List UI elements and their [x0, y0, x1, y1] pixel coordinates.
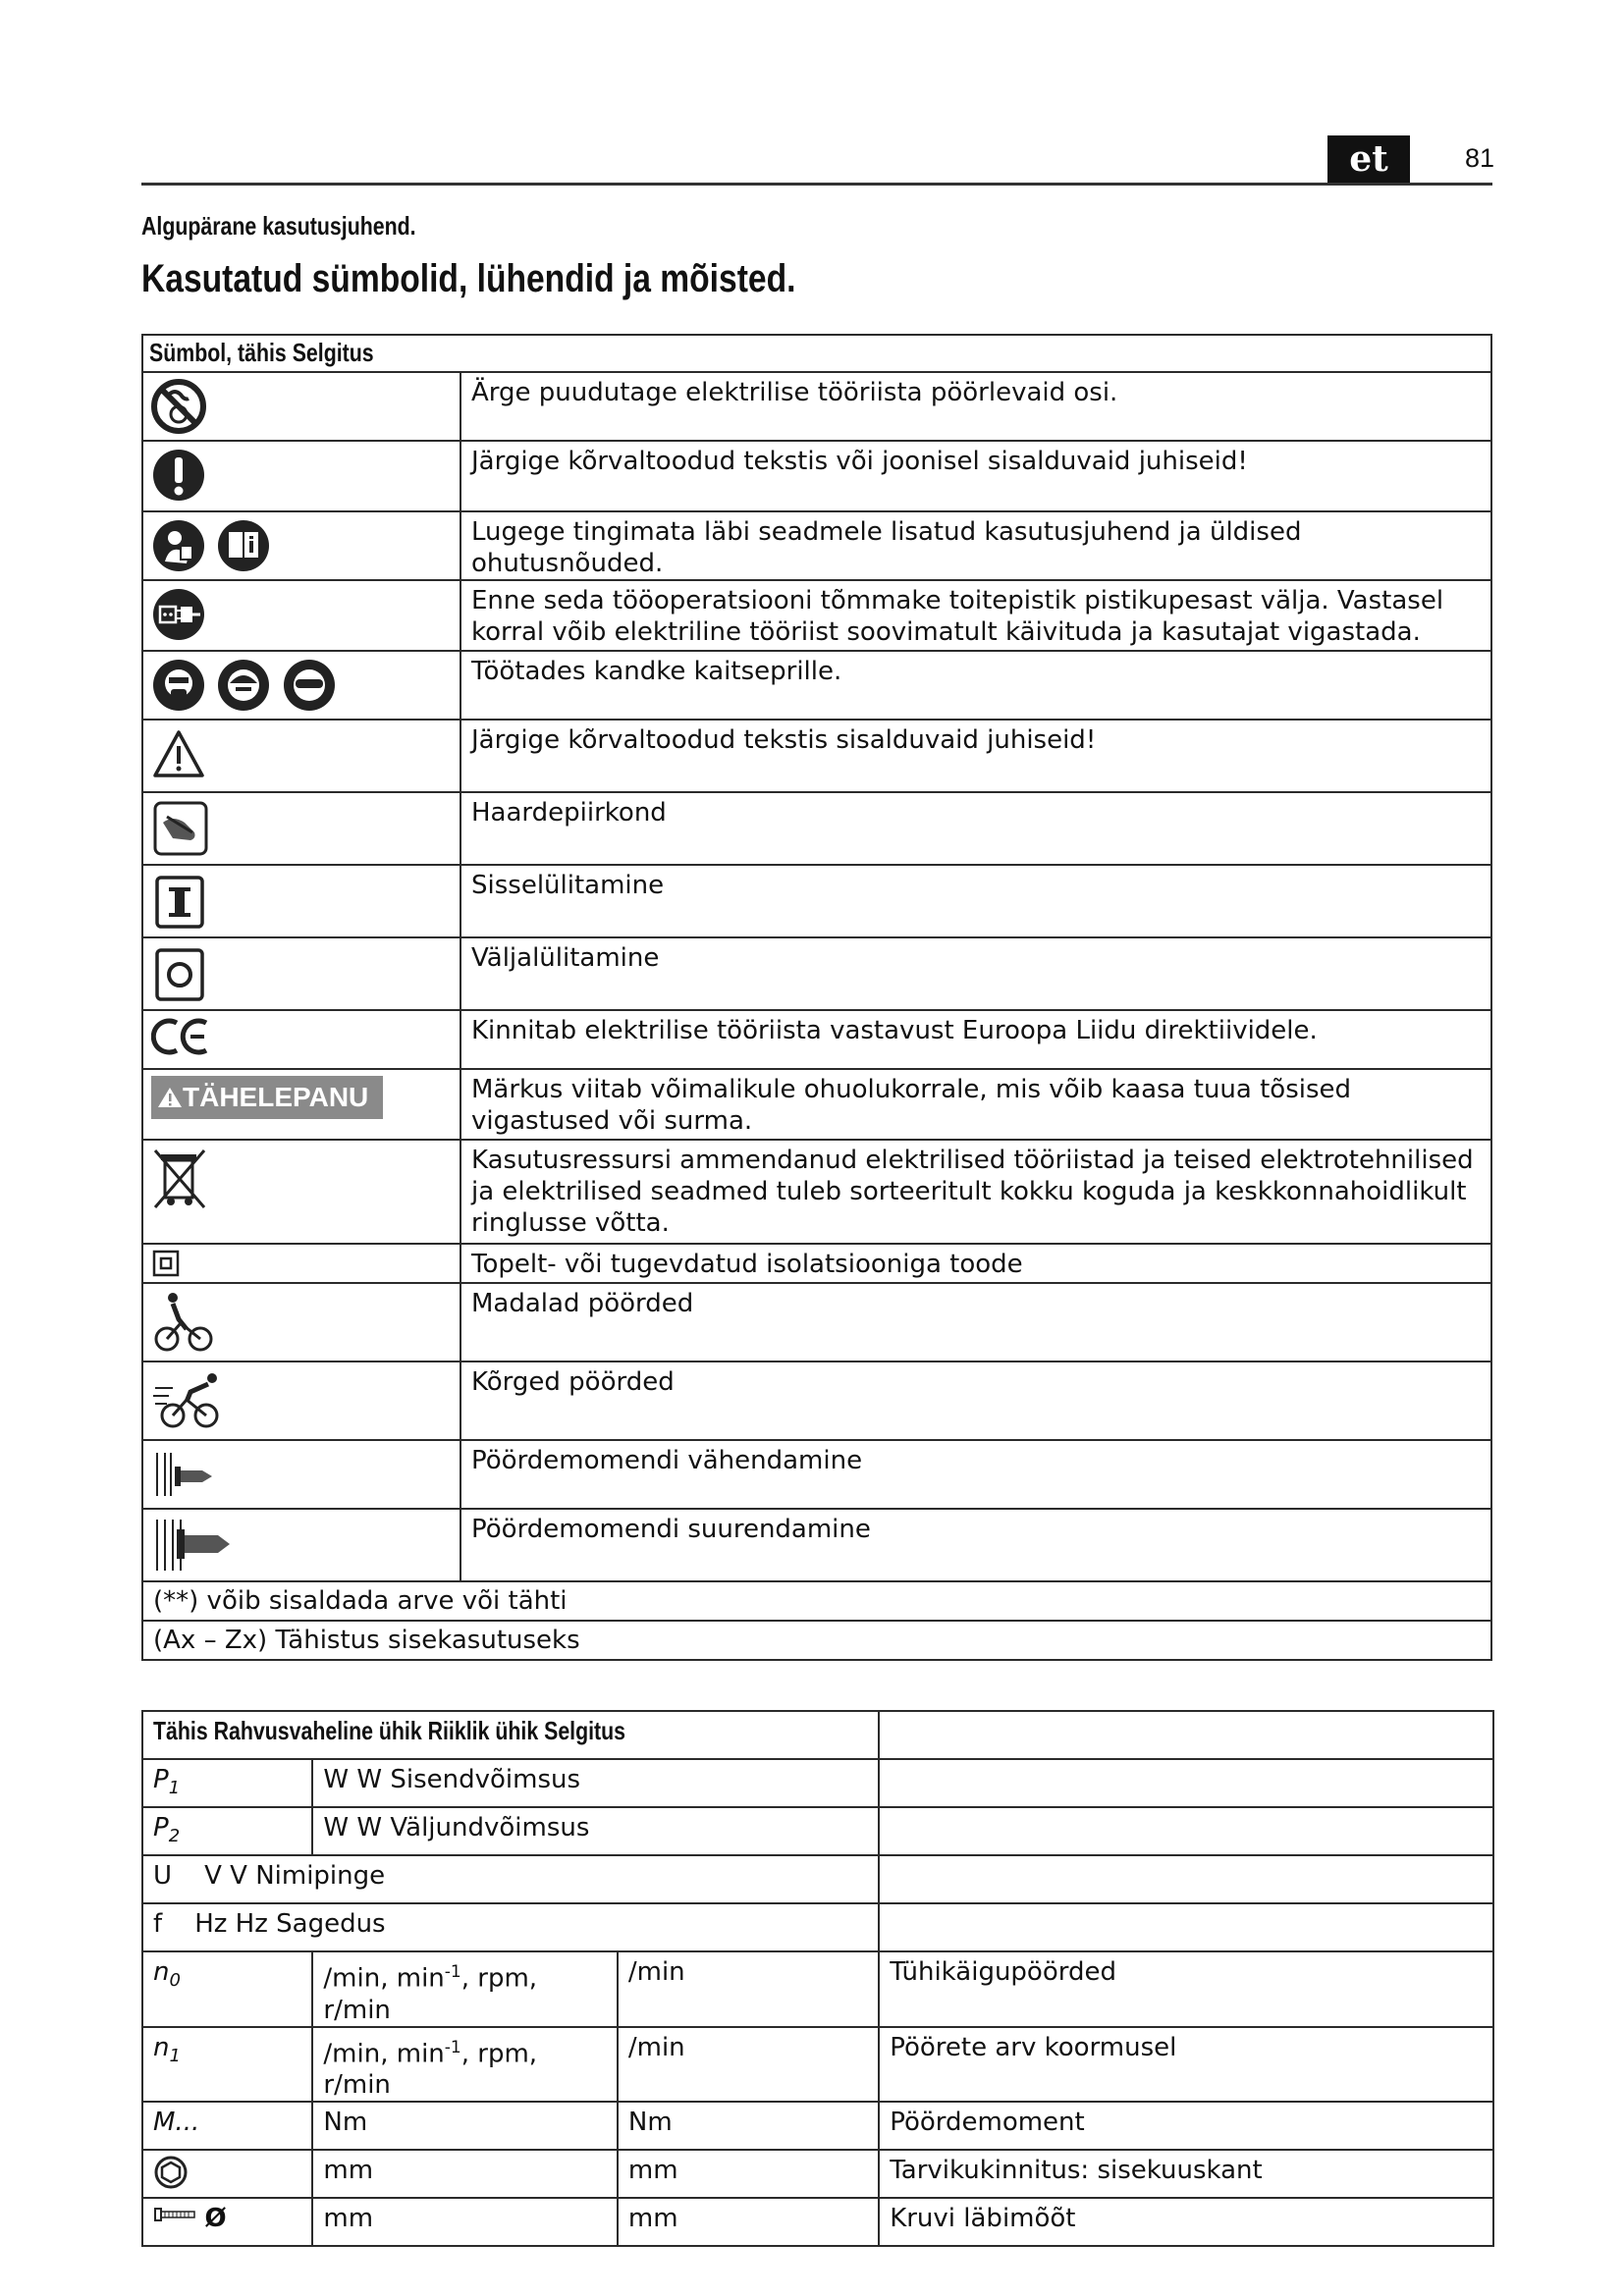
- symbol-cell: [142, 1283, 460, 1362]
- unit-international: /min, $\min^{-1}$, rpm, r/min: [312, 2027, 617, 2103]
- exclamation-mandatory-icon: [151, 448, 206, 503]
- unit-description: W W Väljundvõimsus: [312, 1807, 879, 1855]
- symbol-description: Pöördemomendi suurendamine: [460, 1509, 1491, 1581]
- unit-symbol: [142, 2198, 312, 2246]
- symbol-cell: [142, 1010, 460, 1069]
- unit-symbol: $P_1$: [142, 1759, 312, 1807]
- unit-international: Nm: [312, 2102, 617, 2150]
- unit-national: /min: [618, 2027, 879, 2103]
- unit-description: W W Sisendvõimsus: [312, 1759, 879, 1807]
- ce-mark-icon: [151, 1017, 212, 1056]
- warning-triangle-icon: [157, 1086, 183, 1109]
- tahelepanu-badge-text: TÄHELEPANU: [183, 1082, 369, 1112]
- unit-national: mm: [618, 2198, 879, 2246]
- torque-increase-icon: [151, 1516, 236, 1575]
- unit-international: mm: [312, 2150, 617, 2198]
- unit-symbol: $n_1$: [142, 2027, 312, 2103]
- symbol-cell: [142, 1244, 460, 1283]
- hex-socket-icon: [153, 2155, 189, 2190]
- symbol-description: Haardepiirkond: [460, 792, 1491, 865]
- unit-national: mm: [618, 2150, 879, 2198]
- torque-decrease-icon: [151, 1447, 226, 1502]
- symbol-description: Madalad pöörded: [460, 1283, 1491, 1362]
- switch-on-icon: [151, 872, 208, 931]
- safety-goggles-icon: [282, 658, 337, 713]
- fast-cyclist-icon: [151, 1368, 226, 1433]
- diameter-symbol: Ø: [204, 2204, 227, 2234]
- footnote-internal: (Ax – Zx) Tähistus sisekasutuseks: [142, 1621, 1491, 1660]
- symbols-table: [141, 334, 1492, 1661]
- symbol-cell: [142, 441, 460, 511]
- symbol-cell: [142, 865, 460, 937]
- hard-hat-icon: [216, 658, 271, 713]
- double-insulation-icon: [151, 1249, 181, 1278]
- unit-explanation: Tühikäigupöörded: [879, 1951, 1493, 2027]
- unit-explanation: Pöördemoment: [879, 2102, 1493, 2150]
- screw-diameter-icon: [153, 2203, 200, 2226]
- unit-symbol: [142, 2150, 312, 2198]
- unit-explanation: [879, 1807, 1493, 1855]
- symbol-cell: [142, 720, 460, 792]
- unit-symbol: $n_0$: [142, 1951, 312, 2027]
- units-table-header: Tähis Rahvusvaheline ühik Riiklik ühik Selgitus: [142, 1711, 879, 1759]
- no-touch-rotating-parts-icon: [151, 379, 206, 434]
- units-table: [141, 1710, 1494, 2247]
- unit-explanation: Tarvikukinnitus: sisekuuskant: [879, 2150, 1493, 2198]
- switch-off-icon: [151, 944, 208, 1003]
- unit-explanation: Kruvi läbimõõt: [879, 2198, 1493, 2246]
- symbol-description: Märkus viitab võimalikule ohuolukorrale, mis võib kaasa tuua tõsised vigastused või surma.: [460, 1069, 1491, 1140]
- slow-cyclist-icon: [151, 1290, 216, 1355]
- unit-symbol: $P_2$: [142, 1807, 312, 1855]
- page-title: Kasutatud sümbolid, lühendid ja mõisted.: [141, 257, 796, 300]
- symbol-cell: [142, 1069, 460, 1140]
- footnote-numbers: (**) võib sisaldada arve või tähti: [142, 1581, 1491, 1621]
- symbol-description: Enne seda tööoperatsiooni tõmmake toitepistik pistikupesast välja. Vastasel korral võib elektriline tööriist soovimatult käivituda ja kasutajat vigastada.: [460, 580, 1491, 651]
- symbol-description: Sisselülitamine: [460, 865, 1491, 937]
- document-subtitle: Algupärane kasutusjuhend.: [141, 211, 416, 240]
- symbol-cell: [142, 1362, 460, 1440]
- symbol-cell: [142, 1440, 460, 1509]
- tahelepanu-badge: [151, 1076, 383, 1119]
- symbol-cell: [142, 651, 460, 720]
- grip-area-icon: [151, 799, 210, 858]
- symbol-description: Väljalülitamine: [460, 937, 1491, 1010]
- unit-explanation: [879, 1855, 1493, 1903]
- language-badge: et: [1327, 135, 1410, 183]
- symbol-description: Järgige kõrvaltoodud tekstis või joonisel sisalduvaid juhiseid!: [460, 441, 1491, 511]
- symbol-cell: [142, 372, 460, 441]
- unit-international: /min, $\min^{-1}$, rpm, r/min: [312, 1951, 617, 2027]
- symbols-table-header: Sümbol, tähis Selgitus: [142, 335, 1491, 372]
- symbol-cell: [142, 792, 460, 865]
- symbol-description: Ärge puudutage elektrilise tööriista pöörlevaid osi.: [460, 372, 1491, 441]
- header-rule: [141, 183, 1492, 186]
- symbol-description: Pöördemomendi vähendamine: [460, 1440, 1491, 1509]
- unit-international: mm: [312, 2198, 617, 2246]
- symbol-description: Kinnitab elektrilise tööriista vastavust Euroopa Liidu direktiividele.: [460, 1010, 1491, 1069]
- page-number: 81: [1465, 143, 1495, 173]
- unit-explanation: [879, 1759, 1493, 1807]
- unit-symbol: M...: [142, 2102, 312, 2150]
- symbol-description: Kasutusressursi ammendanud elektrilised tööriistad ja teised elektrotehnilised ja elektrilised seadmed tuleb sorteeritult kokku koguda ja keskkonnahoidlikult ringlusse võtta.: [460, 1140, 1491, 1244]
- symbol-cell: [142, 1140, 460, 1244]
- warning-triangle-icon: [151, 726, 206, 781]
- read-manual-book-icon: [216, 518, 271, 573]
- unit-row-merged: f Hz Hz Sagedus: [142, 1903, 879, 1951]
- unit-explanation: Pöörete arv koormusel: [879, 2027, 1493, 2103]
- unit-national: /min: [618, 1951, 879, 2027]
- symbol-cell: [142, 580, 460, 651]
- unit-explanation: [879, 1903, 1493, 1951]
- unplug-icon: [151, 587, 206, 642]
- unit-national: Nm: [618, 2102, 879, 2150]
- units-header-empty: [879, 1711, 1493, 1759]
- weee-bin-icon: [151, 1147, 208, 1211]
- symbol-description: Töötades kandke kaitseprille.: [460, 651, 1491, 720]
- read-manual-person-icon: [151, 518, 206, 573]
- symbol-cell: [142, 511, 460, 580]
- symbol-description: Kõrged pöörded: [460, 1362, 1491, 1440]
- respirator-icon: [151, 658, 206, 713]
- symbol-description: Topelt- või tugevdatud isolatsiooniga toode: [460, 1244, 1491, 1283]
- unit-row-merged: U V V Nimipinge: [142, 1855, 879, 1903]
- symbol-description: Järgige kõrvaltoodud tekstis sisalduvaid juhiseid!: [460, 720, 1491, 792]
- symbol-cell: [142, 1509, 460, 1581]
- symbol-description: Lugege tingimata läbi seadmele lisatud kasutusjuhend ja üldised ohutusnõuded.: [460, 511, 1491, 580]
- symbol-cell: [142, 937, 460, 1010]
